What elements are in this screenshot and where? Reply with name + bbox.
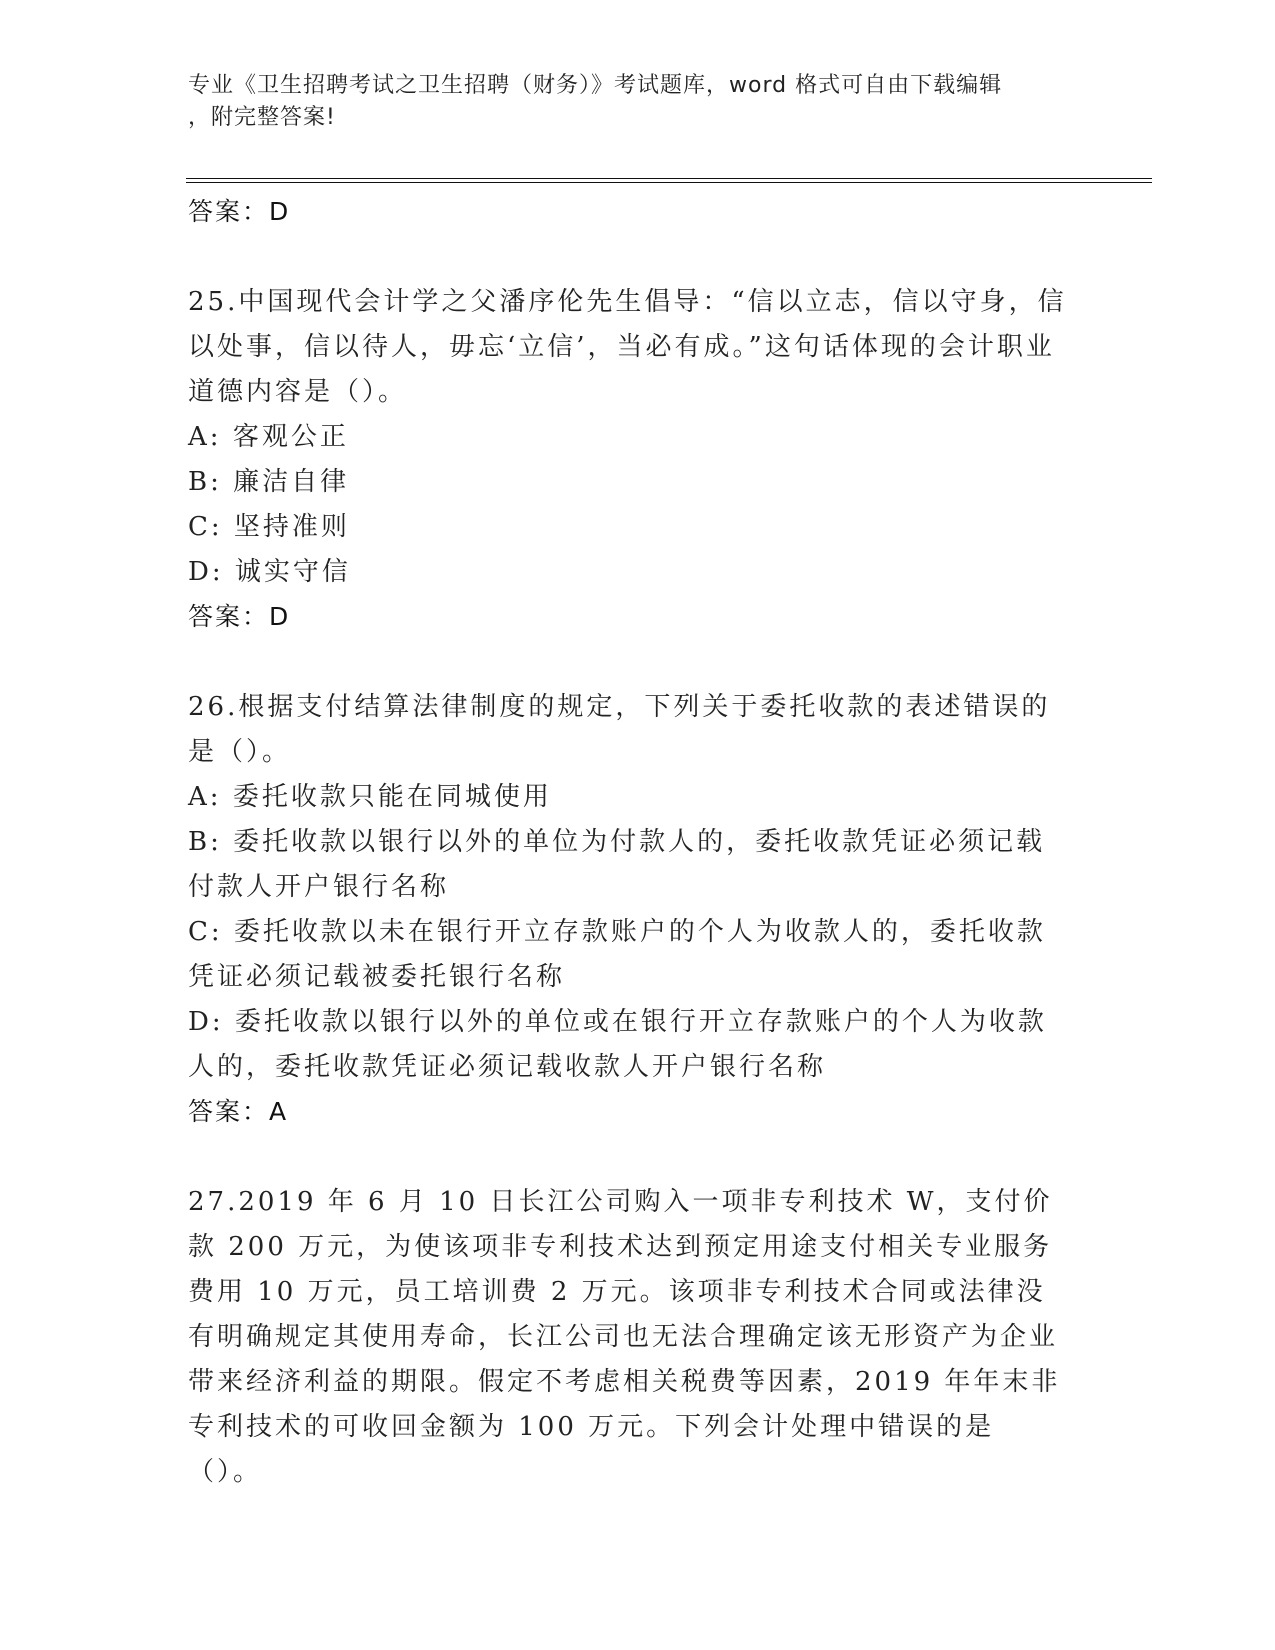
- page-header: [188, 70, 1068, 134]
- option-letter: B:: [188, 827, 222, 857]
- option-text: 委托收款只能在同城使用: [232, 782, 552, 812]
- option-b: [188, 820, 1068, 910]
- option-text: 客观公正: [232, 422, 349, 452]
- question-list: [188, 190, 1068, 1495]
- header-divider-bottom: [186, 182, 1152, 183]
- header-line-2: ，附完整答案!: [188, 105, 336, 130]
- option-text: 委托收款以未在银行开立存款账户的个人为收款人的，委托收款凭证必须记载被委托银行名称: [188, 917, 1046, 992]
- option-letter: C:: [188, 512, 223, 542]
- option-a: [188, 775, 1068, 820]
- option-text: 廉洁自律: [233, 467, 350, 497]
- option-d: [188, 1000, 1068, 1090]
- question-text: 27.2019 年 6 月 10 日长江公司购入一项非专利技术 W，支付价款 200 万元，为使该项非专利技术达到预定用途支付相关专业服务费用 10 万元，员工培训费 2 万元。该项非专利技术合同或法律没有明确规定其使用寿命，长江公司也无法合理确定该无形资产为企业带来经济利益的期限。假定不考虑相关税费等因素，2019 年年末非专利技术的可收回金额为 100 万元。下列会计处理中错误的是（）。: [188, 1187, 1061, 1487]
- option-c: [188, 505, 1068, 550]
- option-text: 坚持准则: [233, 512, 350, 542]
- option-text: 诚实守信: [234, 557, 351, 587]
- header-line-1: 专业《卫生招聘考试之卫生招聘（财务）》考试题库，word 格式可自由下载编辑: [188, 73, 1003, 98]
- option-letter: A:: [188, 782, 222, 812]
- option-b: [188, 460, 1068, 505]
- question-text: 26.根据支付结算法律制度的规定，下列关于委托收款的表述错误的是（）。: [188, 692, 1051, 767]
- question-25: [188, 280, 1068, 639]
- option-d: [188, 550, 1068, 595]
- option-text: 委托收款以银行以外的单位或在银行开立存款账户的个人为收款人的，委托收款凭证必须记载收款人开户银行名称: [188, 1007, 1047, 1082]
- option-letter: A:: [188, 422, 222, 452]
- option-letter: D:: [188, 1007, 224, 1037]
- answer: 答案：D: [188, 602, 291, 631]
- option-c: [188, 910, 1068, 1000]
- option-text: 委托收款以银行以外的单位为付款人的，委托收款凭证必须记载付款人开户银行名称: [188, 827, 1046, 902]
- answer: 答案：A: [188, 1097, 289, 1126]
- header-divider-top: [186, 178, 1152, 179]
- question-27: [188, 1180, 1068, 1495]
- question-text: 25.中国现代会计学之父潘序伦先生倡导：“信以立志，信以守身，信以处事，信以待人，毋忘‘立信’，当必有成。”这句话体现的会计职业道德内容是（）。: [188, 287, 1067, 407]
- question-26: [188, 685, 1068, 1134]
- answer-24: 答案：D: [188, 197, 291, 226]
- option-letter: B:: [188, 467, 222, 497]
- option-letter: C:: [188, 917, 223, 947]
- option-a: [188, 415, 1068, 460]
- option-letter: D:: [188, 557, 224, 587]
